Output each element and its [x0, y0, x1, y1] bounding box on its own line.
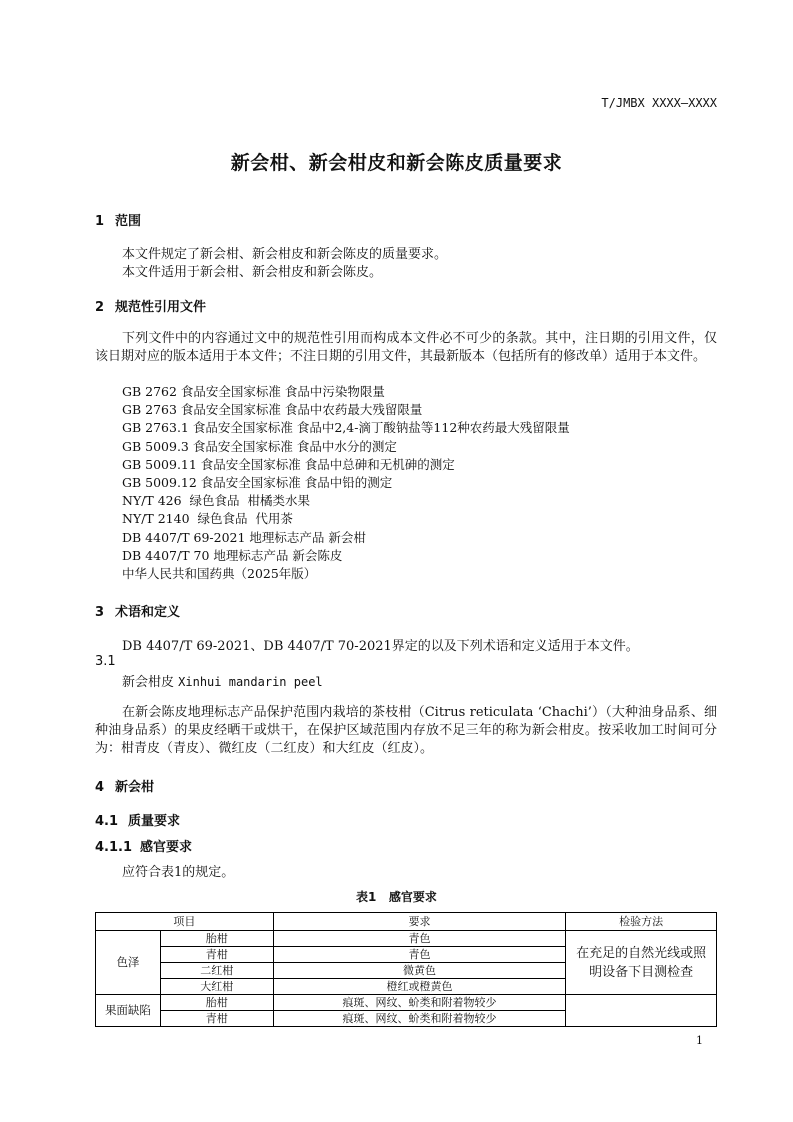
item-cell: 二红柑 [160, 963, 273, 979]
standard-code: T/JMBX XXXX—XXXX [601, 96, 717, 110]
section-number: 4 [95, 780, 105, 795]
item-cell: 胎柑 [160, 931, 273, 947]
method-cell-empty [566, 995, 717, 1027]
header-item: 项目 [96, 913, 274, 931]
item-cell: 大红柑 [160, 979, 273, 995]
reference-item: GB 5009.3 食品安全国家标准 食品中水分的测定 [122, 438, 397, 454]
section-title: 术语和定义 [115, 605, 181, 620]
table-header-row [96, 913, 717, 931]
term-english: Xinhui mandarin peel [178, 675, 323, 689]
section-title: 新会柑 [115, 780, 155, 795]
requirement-cell: 微黄色 [273, 963, 566, 979]
reference-item: GB 2763.1 食品安全国家标准 食品中2,4-滴丁酸钠盐等112种农药最大残留限量 [122, 420, 570, 436]
scope-line-1: 本文件规定了新会柑、新会柑皮和新会陈皮的质量要求。 [122, 247, 448, 262]
subsection-number: 4.1 [95, 814, 119, 829]
requirement-cell: 青色 [273, 947, 566, 963]
reference-item: GB 5009.11 食品安全国家标准 食品中总砷和无机砷的测定 [122, 456, 455, 472]
section-title: 范围 [115, 214, 142, 229]
reference-item: GB 2763 食品安全国家标准 食品中农药最大残留限量 [122, 402, 423, 418]
sensory-requirements-table [95, 912, 717, 1027]
subsection-title: 质量要求 [128, 814, 181, 829]
section-2-heading [95, 296, 206, 315]
item-cell: 胎柑 [160, 995, 273, 1011]
term-number: 3.1 [95, 654, 116, 669]
terms-intro: DB 4407/T 69-2021、DB 4407/T 70-2021界定的以及下列术语和定义适用于本文件。 [122, 639, 639, 654]
subsection-number: 4.1.1 [95, 840, 133, 855]
method-cell: 在充足的自然光线或照明设备下目测检查 [566, 931, 717, 995]
scope-line-2: 本文件适用于新会柑、新会柑皮和新会陈皮。 [122, 265, 383, 280]
reference-item: DB 4407/T 70 地理标志产品 新会陈皮 [122, 547, 343, 563]
term-entry [122, 671, 323, 690]
reference-item: GB 5009.12 食品安全国家标准 食品中铅的测定 [122, 475, 393, 491]
subsection-4-1-heading [95, 810, 180, 829]
category-cell: 色泽 [96, 931, 161, 995]
item-cell: 青柑 [160, 947, 273, 963]
table-caption: 表1 感官要求 [356, 890, 437, 904]
reference-item: GB 2762 食品安全国家标准 食品中污染物限量 [122, 384, 385, 399]
section-number: 1 [95, 214, 105, 229]
reference-item: DB 4407/T 69-2021 地理标志产品 新会柑 [122, 529, 366, 545]
requirement-cell: 痕斑、网纹、蚧类和附着物较少 [273, 995, 566, 1011]
section-number: 2 [95, 300, 105, 315]
reference-list [122, 383, 570, 583]
normative-intro: 下列文件中的内容通过文中的规范性引用而构成本文件必不可少的条款。其中，注日期的引用文件，仅该日期对应的版本适用于本文件；不注日期的引用文件，其最新版本（包括所有的修改单）适用于本文件。 [95, 331, 717, 364]
page-number: 1 [696, 1034, 703, 1047]
section-1-heading [95, 210, 141, 229]
section-3-heading [95, 601, 180, 620]
section-number: 3 [95, 605, 105, 620]
category-cell: 果面缺陷 [96, 995, 161, 1027]
term-definition: 在新会陈皮地理标志产品保护范围内栽培的茶枝柑（Citrus reticulata ‘Chachi’）（大种油身品系、细种油身品系）的果皮经晒干或烘干，在保护区域范围内存放不足三年的称为新会柑皮。按采收加工时间可分为：柑青皮（青皮）、微红皮（二红皮）和大红皮（红皮）。 [95, 705, 717, 756]
reference-item: NY/T 2140 绿色食品 代用茶 [122, 511, 293, 527]
table-row [96, 995, 717, 1011]
table-row [96, 931, 717, 947]
reference-item: NY/T 426 绿色食品 柑橘类水果 [122, 493, 310, 509]
section-4-heading [95, 776, 154, 795]
requirement-cell: 橙红或橙黄色 [273, 979, 566, 995]
header-requirement: 要求 [273, 913, 566, 931]
term-chinese: 新会柑皮 [122, 675, 175, 690]
requirement-cell: 痕斑、网纹、蚧类和附着物较少 [273, 1011, 566, 1027]
table-reference-text: 应符合表1的规定。 [122, 865, 235, 880]
subsection-4-1-1-heading [95, 836, 192, 855]
header-method: 检验方法 [566, 913, 717, 931]
item-cell: 青柑 [160, 1011, 273, 1027]
document-title: 新会柑、新会柑皮和新会陈皮质量要求 [230, 152, 563, 174]
section-title: 规范性引用文件 [115, 300, 207, 315]
reference-item: 中华人民共和国药典（2025年版） [122, 566, 317, 582]
subsection-title: 感官要求 [140, 840, 193, 855]
requirement-cell: 青色 [273, 931, 566, 947]
